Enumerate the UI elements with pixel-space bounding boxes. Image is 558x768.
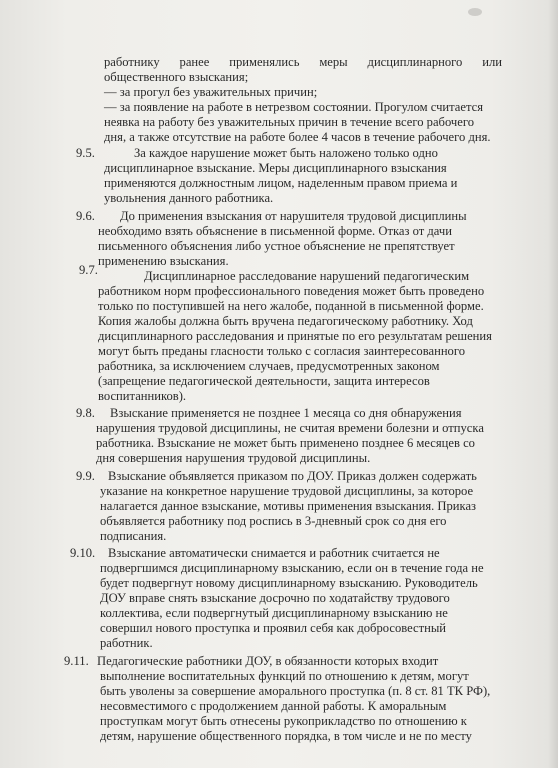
text-line: Педагогические работники ДОУ, в обязанности которых входит (97, 654, 439, 668)
clause-number: 9.11. (64, 654, 89, 668)
text-line: — за прогул без уважительных причин; (104, 85, 318, 99)
text-line: Взыскание объявляется приказом по ДОУ. Приказ должен содержать (108, 469, 477, 483)
text-line: будет подвергнут новому дисциплинарному взысканию. Руководитель (100, 576, 478, 590)
text-line: подвергшимся дисциплинарному взысканию, если он в течение года не (100, 561, 484, 575)
text-line: применению взыскания. (98, 254, 229, 268)
text-line: нарушения трудовой дисциплины, не считая времени болезни и отпуска (96, 421, 484, 435)
clause-number: 9.6. (76, 209, 95, 223)
page-edge-shadow (548, 0, 558, 768)
clause-number: 9.5. (76, 146, 95, 160)
word: применялись (229, 55, 300, 69)
text-line: До применения взыскания от нарушителя трудовой дисциплины (120, 209, 467, 223)
text-line: работником норм профессионального поведения может быть проведено (98, 284, 485, 298)
text-line: быть уволены за совершение аморального проступка (п. 8 ст. 81 ТК РФ), (100, 684, 491, 698)
text-line: указание на конкретное нарушение трудовой дисциплины, за которое (100, 484, 474, 498)
text-line: Дисциплинарное расследование нарушений педагогическим (144, 269, 470, 283)
text-line: — за появление на работе в нетрезвом состоянии. Прогулом считается (104, 100, 484, 114)
clause-number: 9.9. (76, 469, 95, 483)
text-line: Взыскание применяется не позднее 1 месяца со дня обнаружения (110, 406, 462, 420)
word: меры (319, 55, 348, 69)
text-line: применяются должностным лицом, наделенным правом приема и (104, 176, 458, 190)
text-line: увольнения данного работника. (104, 191, 274, 205)
text-line: ДОУ вправе снять взыскание досрочно по ходатайству трудового (100, 591, 450, 605)
text-line: совершил нового проступка и проявил себя как добросовестный (100, 621, 447, 635)
text-line: объявляется работнику под роспись в 3-дневный срок со дня его (100, 514, 447, 528)
clause-number: 9.8. (76, 406, 95, 420)
text-line: налагается данное взыскание, мотивы применения взыскания. Приказ (100, 499, 477, 513)
text-line: несовместимого с продолжением данной работы. К аморальным (100, 699, 447, 713)
text-line: выполнение воспитательных функций по отношению к детям, могут (100, 669, 469, 683)
word: ранее (179, 55, 210, 69)
scan-smudge (468, 8, 482, 16)
text-line: дня, а также отсутствие на работе более 4 часов в течение рабочего дня. (104, 130, 491, 144)
text-line: могут быть преданы гласности только с согласия заинтересованного (98, 344, 466, 358)
text-line: только по поступившей на него жалобе, поданной в письменной форме. (98, 299, 484, 313)
text-line: необходимо взять объяснение в письменной форме. Отказ от дачи (98, 224, 452, 238)
clause-number: 9.10. (70, 546, 96, 560)
text-line: неявка на работу без уважительных причин в течение всего рабочего (104, 115, 474, 129)
text-line: За каждое нарушение может быть наложено только одно (134, 146, 438, 160)
text-line: письменного объяснения либо устное объяснение не препятствует (98, 239, 455, 253)
clause-number: 9.7. (79, 263, 98, 277)
text-line: дисциплинарного расследования и принятые по его результатам решения (98, 329, 492, 343)
text-line: коллектива, если подвергнутый дисциплинарному взысканию не (100, 606, 448, 620)
text-line: общественного взыскания; (104, 70, 249, 84)
word: или (482, 55, 502, 69)
text-line: детям, нарушение общественного порядка, в том числе и не по месту (100, 729, 472, 743)
text-line: воспитанников). (98, 389, 187, 403)
text-line: подписания. (100, 529, 167, 543)
text-line: (запрещение педагогической деятельности, защита интересов (98, 374, 430, 388)
word: работнику (104, 55, 160, 69)
text-line: работник. (100, 636, 153, 650)
text-line: работника, за исключением случаев, предусмотренных законом (98, 359, 440, 373)
text-line: Взыскание автоматически снимается и работник считается не (108, 546, 440, 560)
text-line: дисциплинарное взыскание. Меры дисциплинарного взыскания (104, 161, 447, 175)
text-line: Копия жалобы должна быть вручена педагогическому работнику. Ход (98, 314, 473, 328)
text-line (104, 55, 502, 70)
text-line: дня совершения нарушения трудовой дисциплины. (96, 451, 371, 465)
text-line: проступкам могут быть отнесены рукоприкладство по отношению к (100, 714, 467, 728)
text-line: работника. Взыскание не может быть применено позднее 6 месяцев со (96, 436, 475, 450)
word: дисциплинарного (367, 55, 463, 69)
